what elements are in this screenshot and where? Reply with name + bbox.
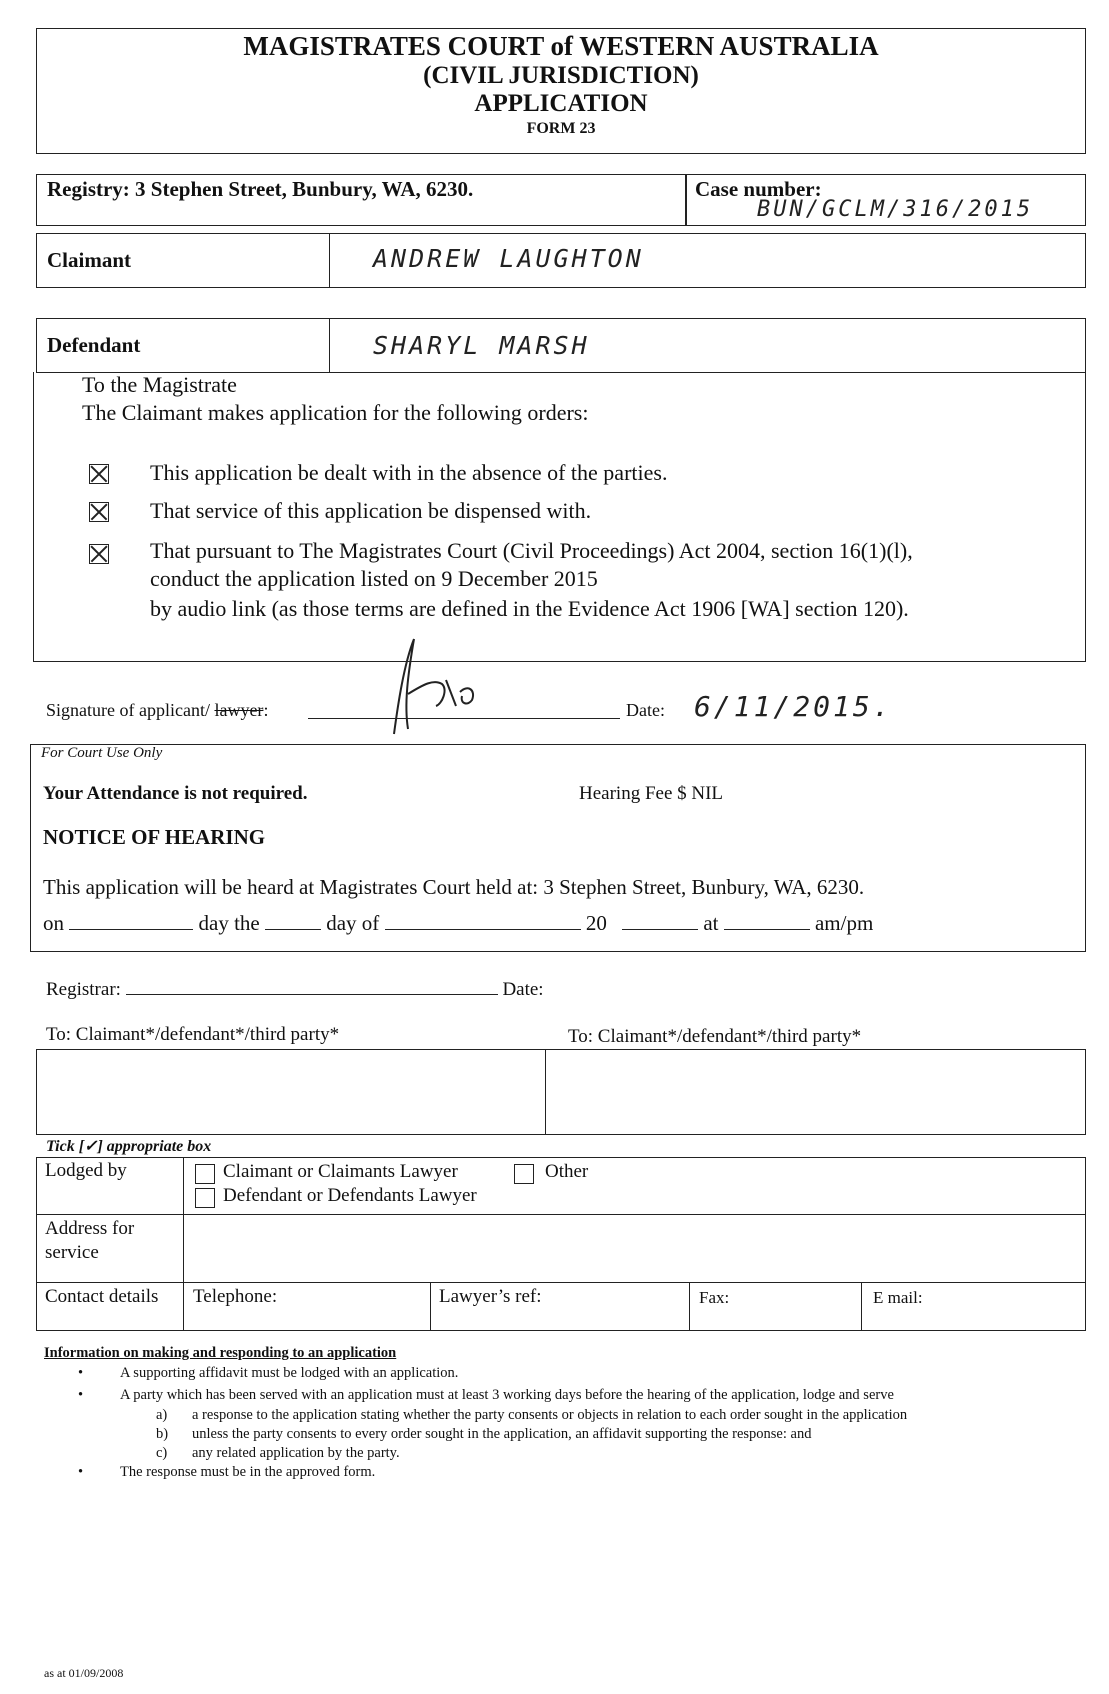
case-number-box xyxy=(686,174,1086,226)
info-bullet-2: A party which has been served with an application must at least 3 working days before the hearing of the application, lodge and serve xyxy=(120,1387,894,1403)
claimant-lawyer-label: Claimant or Claimants Lawyer xyxy=(223,1161,458,1182)
lawyers-ref-field[interactable]: Lawyer’s ref: xyxy=(439,1286,542,1307)
case-number-value: BUN/GCLM/316/2015 xyxy=(757,197,1034,222)
defendant-lawyer-checkbox[interactable] xyxy=(195,1188,215,1208)
fax-field[interactable]: Fax: xyxy=(699,1288,730,1307)
jurisdiction-title: (CIVIL JURISDICTION) xyxy=(423,62,699,89)
info-bullet-1: A supporting affidavit must be lodged with an application. xyxy=(120,1365,459,1381)
claimant-row xyxy=(36,233,1086,288)
info-bullet-3: The response must be in the approved form. xyxy=(120,1464,376,1480)
hearing-month-input[interactable] xyxy=(385,911,581,930)
signature-date-value: 6/11/2015. xyxy=(694,690,893,723)
email-field[interactable]: E mail: xyxy=(873,1288,923,1307)
info-sub-c: any related application by the party. xyxy=(192,1445,400,1461)
hearing-fee: Hearing Fee $ NIL xyxy=(579,783,724,804)
registry-text: Registry: 3 Stephen Street, Bunbury, WA, 6230. xyxy=(47,177,474,201)
info-sub-a: a response to the application stating whether the party consents or objects in relation to each order sought in the application xyxy=(192,1407,908,1423)
application-intro: The Claimant makes application for the following orders: xyxy=(82,400,589,425)
signature-mark xyxy=(364,634,504,744)
registry-box xyxy=(36,174,686,226)
hearing-year-input[interactable] xyxy=(622,911,698,930)
to-magistrate: To the Magistrate xyxy=(82,372,237,397)
claimant-lawyer-checkbox[interactable] xyxy=(195,1164,215,1184)
order-1-checkbox[interactable] xyxy=(89,464,109,484)
to-right-label: To: Claimant*/defendant*/third party* xyxy=(568,1026,862,1047)
registrar-date-label: Date: xyxy=(502,979,544,1000)
address-label-1: Address for xyxy=(45,1218,135,1239)
order-3-line2: conduct the application listed on 9 December 2015 xyxy=(150,566,598,591)
to-boxes xyxy=(36,1049,1086,1135)
info-sub-b: unless the party consents to every order sought in the application, an affidavit supporting the response: and xyxy=(192,1426,812,1442)
defendant-lawyer-label: Defendant or Defendants Lawyer xyxy=(223,1185,477,1206)
court-use-title: For Court Use Only xyxy=(41,745,163,761)
claimant-value: ANDREW LAUGHTON xyxy=(373,244,644,273)
hearing-day-input[interactable] xyxy=(69,911,193,930)
order-3-text: That pursuant to The Magistrates Court (Civil Proceedings) Act 2004, section 16(1)(l), xyxy=(150,538,913,563)
case-number-label: Case number: xyxy=(695,177,822,201)
court-use-box xyxy=(30,744,1086,952)
form-number: FORM 23 xyxy=(526,120,596,137)
defendant-value: SHARYL MARSH xyxy=(373,331,590,360)
heard-at-text: This application will be heard at Magistrates Court held at: 3 Stephen Street, Bunbury, WA, 6230. xyxy=(43,875,865,899)
signature-label: Signature of applicant/ lawyer: xyxy=(46,700,269,720)
hearing-time-input[interactable] xyxy=(724,911,810,930)
defendant-row xyxy=(36,318,1086,373)
info-list: • A supporting affidavit must be lodged with an application. • A party which has been served with an application must at least 3 working days before the hearing of the application, lodge and serve a) a response to the application stating whether the party consents or objects in relation to each order sought in the application b) unless the party consents to every order sought in the application, an affidavit supporting the response: and c) any related application by the party. • The response must be in the approved form. xyxy=(78,1365,908,1480)
lodged-table xyxy=(36,1157,1086,1331)
claimant-label: Claimant xyxy=(47,248,131,272)
order-2-checkbox[interactable] xyxy=(89,502,109,522)
contact-label: Contact details xyxy=(45,1286,159,1307)
address-field[interactable] xyxy=(185,1216,1085,1280)
notice-of-hearing: NOTICE OF HEARING xyxy=(43,825,266,849)
form-version-footer: as at 01/09/2008 xyxy=(44,1666,124,1680)
defendant-label: Defendant xyxy=(47,333,141,357)
hearing-day-ordinal-input[interactable] xyxy=(265,911,321,930)
order-3-checkbox[interactable] xyxy=(89,544,109,564)
order-1-text: This application be dealt with in the absence of the parties. xyxy=(150,460,668,485)
registrar-line[interactable] xyxy=(126,976,498,995)
application-box xyxy=(33,372,1086,662)
court-title: MAGISTRATES COURT of WESTERN AUSTRALIA xyxy=(243,31,879,61)
lodged-by-label: Lodged by xyxy=(45,1160,127,1181)
signature-date-label: Date: xyxy=(626,700,665,720)
hearing-date-row: on day the day of 20 at am/pm xyxy=(43,911,874,935)
form-header xyxy=(36,28,1086,154)
registrar-row xyxy=(46,976,746,1002)
order-3-line3: by audio link (as those terms are defined in the Evidence Act 1906 [WA] section 120). xyxy=(150,596,909,621)
to-left-label: To: Claimant*/defendant*/third party* xyxy=(46,1024,340,1045)
telephone-field[interactable]: Telephone: xyxy=(193,1286,278,1307)
tick-note: Tick [✓] appropriate box xyxy=(46,1138,212,1155)
signature-row xyxy=(46,690,1086,740)
attendance-text: Your Attendance is not required. xyxy=(43,783,308,804)
address-label-2: service xyxy=(45,1242,99,1263)
registrar-label: Registrar: xyxy=(46,979,121,1000)
info-title: Information on making and responding to an application xyxy=(44,1345,397,1361)
other-checkbox[interactable] xyxy=(514,1164,534,1184)
application-title: APPLICATION xyxy=(474,90,648,117)
order-2-text: That service of this application be dispensed with. xyxy=(150,498,592,523)
other-label: Other xyxy=(545,1161,589,1182)
